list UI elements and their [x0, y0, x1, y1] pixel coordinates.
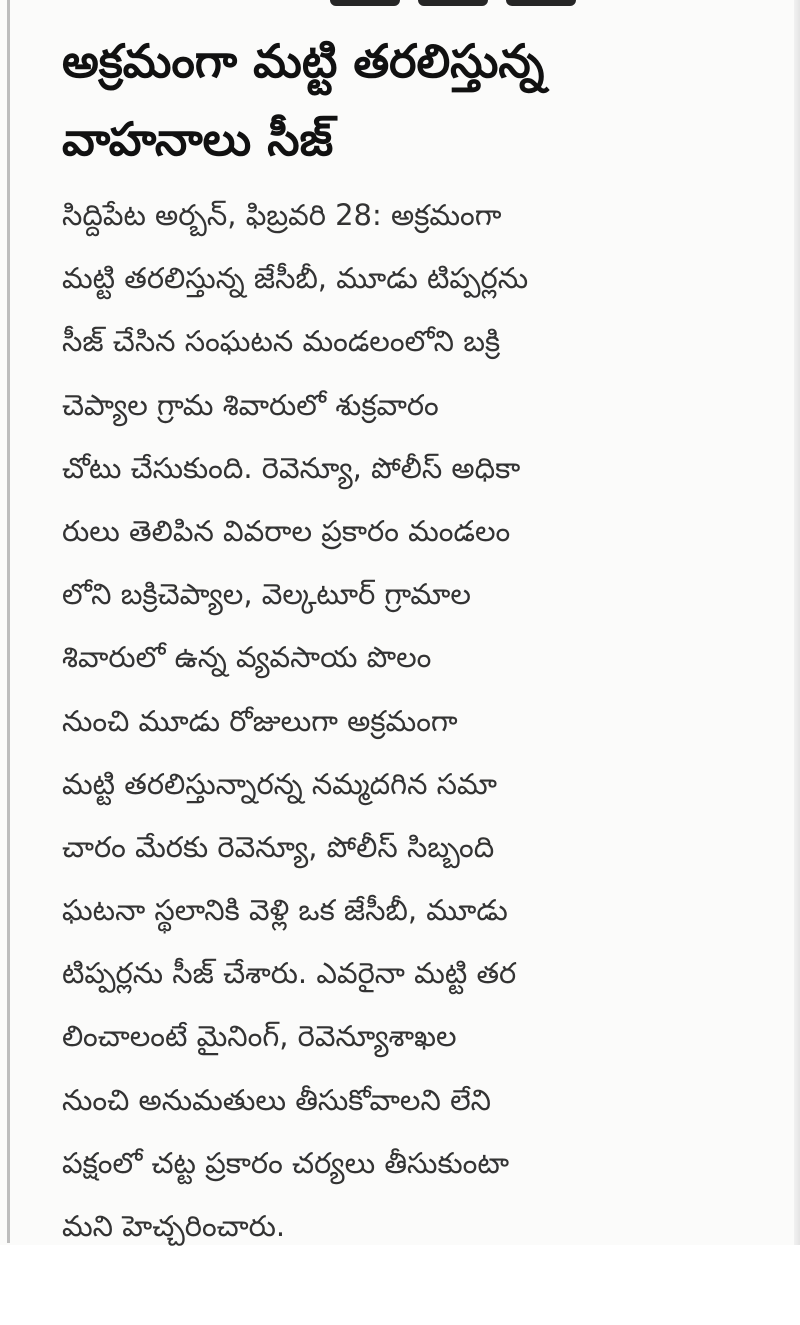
body-line: చెప్యాల గ్రామ శివారులో శుక్రవారం	[62, 387, 439, 422]
article-body	[62, 184, 742, 1258]
body-line: చారం మేరకు రెవెన్యూ, పోలీస్ సిబ్బంది	[62, 829, 495, 864]
body-line: లించాలంటే మైనింగ్, రెవెన్యూశాఖల	[62, 1019, 457, 1054]
body-line: సిద్దిపేట అర్బన్, ఫిబ్రవరి 28: అక్రమంగా	[62, 198, 502, 232]
headline-line: వాహనాలు సీజ్	[62, 112, 334, 166]
body-line: రులు తెలిపిన వివరాల ప్రకారం మండలం	[62, 513, 511, 548]
body-line: పక్షంలో చట్ట ప్రకారం చర్యలు తీసుకుంటా	[62, 1145, 510, 1180]
cropped-text-fragment	[330, 0, 630, 6]
headline-line: అక్రమంగా మట్టి తరలిస్తున్న	[62, 34, 545, 88]
body-line: సీజ్ చేసిన సంఘటన మండలంలోని బక్రి	[62, 324, 501, 359]
body-line: చోటు చేసుకుంది. రెవెన్యూ, పోలీస్ అధికా	[62, 450, 521, 485]
body-line: లోని బక్రిచెప్యాల, వెల్కటూర్ గ్రామాల	[62, 577, 471, 612]
body-line: శివారులో ఉన్న వ్యవసాయ పొలం	[62, 640, 432, 675]
body-line: మట్టి తరలిస్తున్నారన్న నమ్మదగిన సమా	[62, 766, 497, 801]
column-rule	[7, 0, 10, 1243]
body-line: మట్టి తరలిస్తున్న జేసీబీ, మూడు టిప్పర్లను	[62, 261, 529, 296]
page-edge	[794, 0, 800, 1245]
body-line: మని హెచ్చరించారు.	[62, 1209, 286, 1243]
body-line: నుంచి మూడు రోజులుగా అక్రమంగా	[62, 703, 458, 738]
body-line: నుంచి అనుమతులు తీసుకోవాలని లేని	[62, 1082, 491, 1117]
body-line: ఘటనా స్థలానికి వెళ్లి ఒక జేసీబీ, మూడు	[62, 893, 508, 928]
article-headline	[62, 22, 762, 178]
body-line: టిప్పర్లను సీజ్ చేశారు. ఎవరైనా మట్టి తర	[62, 956, 517, 991]
